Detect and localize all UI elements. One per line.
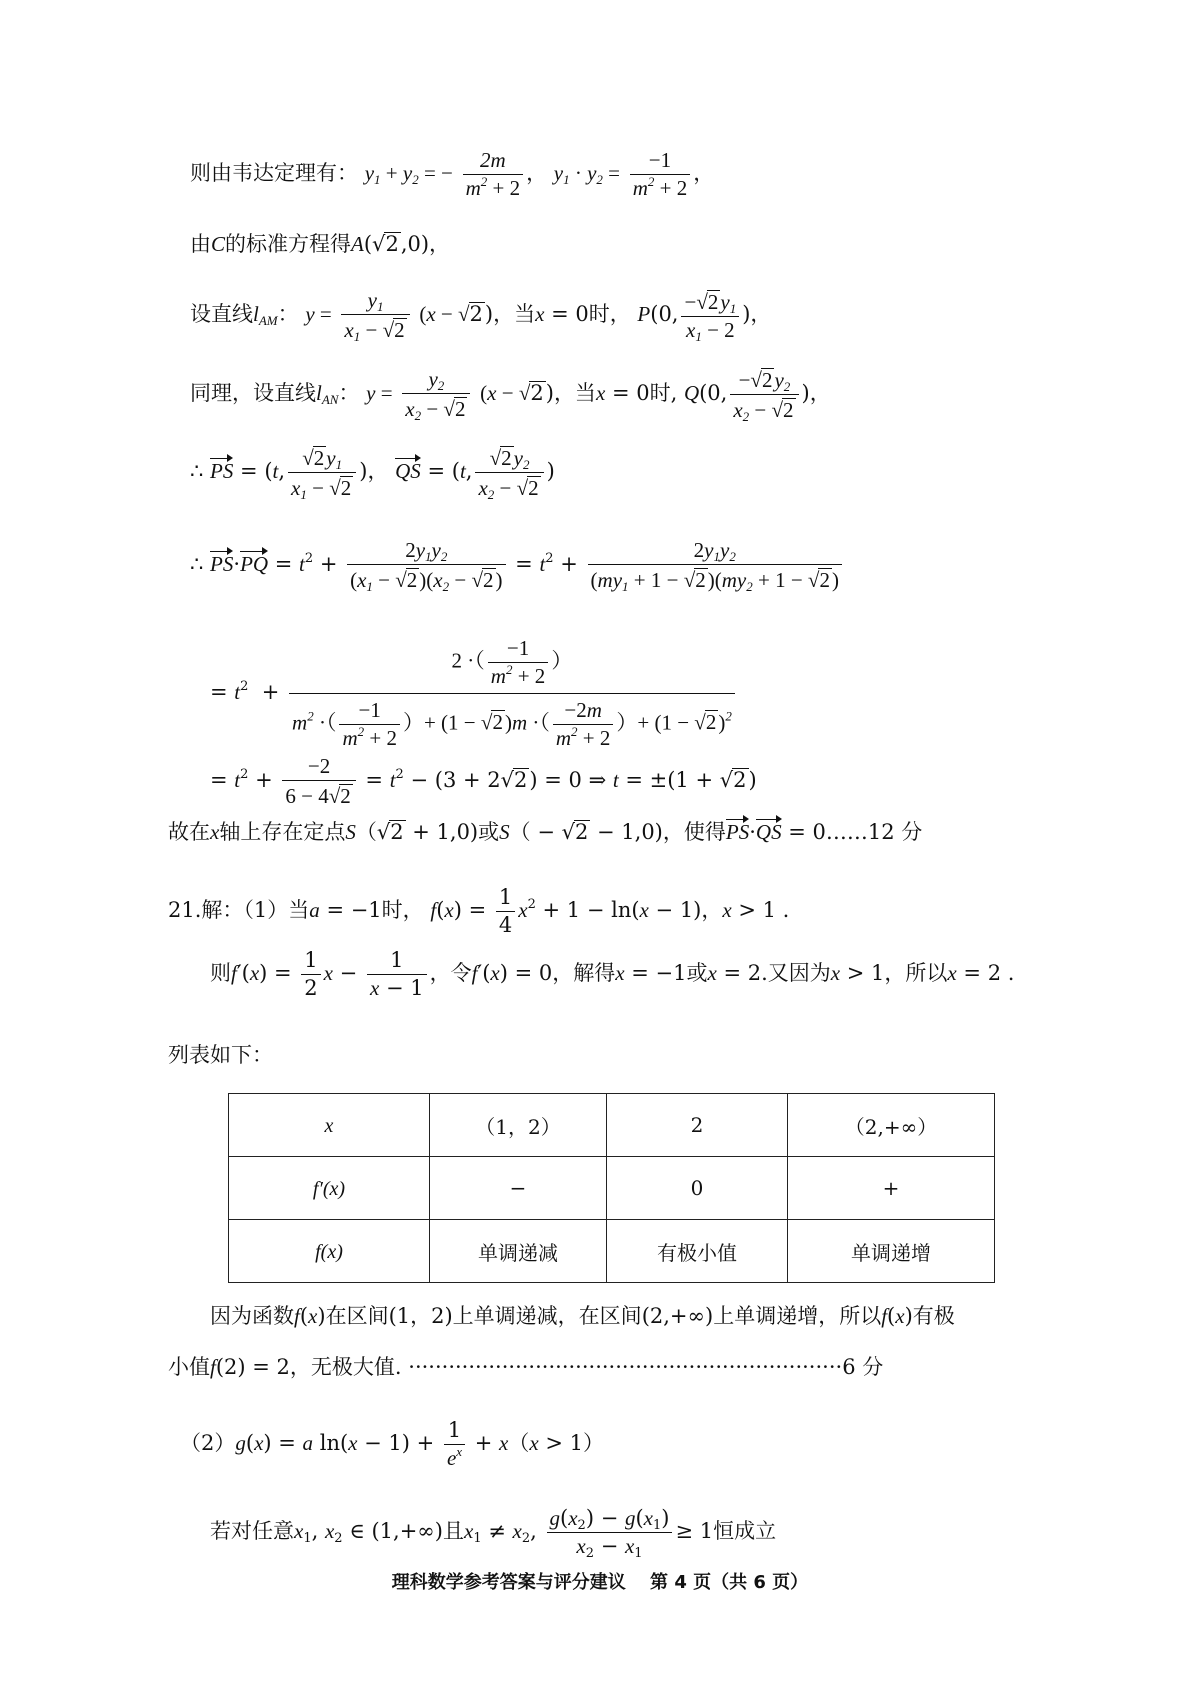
text-conclusion-or: 或 [478,820,500,844]
text-lam-prefix: 设直线 [190,302,253,326]
text-deriv-mid4: ，所以 [884,961,948,985]
table-row [229,1220,995,1283]
table-cell: − [430,1157,607,1220]
text-q21-mid: 时， [381,898,424,922]
line-part2: （2）g(x) = a ln(x − 1) + $\frac{1}{e^x}$ + x（x > 1） [180,1418,604,1470]
line-solve-t: = $t^2$ + $\frac{-2}{6 - 4√2}$ = $t^2 - (3 + 2√2) = 0$ ⇒ t = ±(1 + √2) [210,754,757,808]
table-cell: 2 [607,1094,788,1157]
table-cell: 单调递减 [430,1220,607,1283]
page-footer: 理科数学参考答案与评分建议 第 4 页（共 6 页） [391,1572,809,1593]
text-deriv-mid3: .又因为 [761,961,831,985]
text-standard-mid: 的标准方程得 [225,232,352,256]
table-cell: （2,+∞） [788,1094,995,1157]
text-conclusion-prefix: 故在 [168,820,210,844]
table-row [229,1157,995,1220]
line-q21: 21.解：（1）当a = −1时， f(x) = $\frac{1}{4}$ $x^2 + 1 - \ln(x - 1)$，x > 1 . [168,885,790,937]
text-table-intro: 列表如下： [168,1043,273,1067]
line-monotonic-summary: 因为函数f(x)在区间(1，2)上单调递减，在区间(2,+∞)上单调递增，所以f(x)有极 [210,1304,955,1328]
text-min-prefix: 小值 [168,1355,210,1379]
text-deriv-mid2: ，解得 [552,961,616,985]
text-min-dots: ································································· [408,1355,843,1379]
text-part2-prefix: （2） [180,1431,236,1455]
text-lam-mid2: 时， [588,302,631,326]
text-mono-end: 有极 [912,1304,955,1328]
text-arb-end: 恒成立 [713,1519,777,1543]
text-lan-mid2: 时 [649,381,671,405]
text-min-score: 6 分 [842,1355,884,1379]
table-cell: 有极小值 [607,1220,788,1283]
text-mono-mid: 在区间(1，2)上单调递减，在区间 [325,1304,642,1328]
table-cell: f(x) [229,1220,430,1283]
line-lam: 设直线$l_{AM}$： y = $\frac{y_1}{x_1 - √2}$ (x − √2)，当x = 0时， P(0, $\frac{-√2y_1}{x_1 - 2}$ )， [190,288,772,344]
line-vieta: 则由韦达定理有： $y_1 + y_2$ = − $\frac{2m}{m^2 + 2}$ ， $y_1 \cdot y_2$ = $\frac{-1}{m^2 + 2}$ ， [190,148,715,200]
text-mono-mid2: 上单调递增，所以 [713,1304,882,1328]
text-deriv-mid: ，令 [429,961,472,985]
line-dot-product: ∴ $PS\cdot PQ = t^2$ + $\frac{2y_1y_2}{(x_1 - √2)(x_2 - √2)}$ = $t^2$ + $\frac{2y_1y_2}{(my_1 + 1 - √2)(my_2 + 1 - √2)}$ [190,540,845,591]
line-conclusion: 故在x轴上存在定点S（√2 + 1,0)或S（ − √2 − 1,0)，使得PS·QS = 0……12 分 [168,820,923,844]
table-cell: x [229,1094,430,1157]
text-conclusion-score: ……12 分 [825,820,923,844]
table-cell: （1，2） [430,1094,607,1157]
table-cell: 0 [607,1157,788,1220]
monotonicity-table [228,1093,995,1283]
text-standard-prefix: 由 [190,232,211,256]
line-derivative: 则f′(x) = $\frac{1}{2}$ x − $\frac{1}{x - 1}$ ，令f′(x) = 0，解得x = −1或x = 2.又因为x > 1，所以x = 2 . [210,948,1015,1000]
line-vectors: ∴ PS = (t, $\frac{√2y_1}{x_1 - √2}$ )， QS = (t, $\frac{√2y_2}{x_2 - √2}$ ) [190,446,555,502]
table-cell: 单调递增 [788,1220,995,1283]
table-cell: + [788,1157,995,1220]
line-standard-eq: 由C的标准方程得A(√2,0)， [190,232,451,256]
text-lam-mid: ，当 [493,302,536,326]
text-deriv-prefix: 则 [210,961,231,985]
line-lan: 同理，设直线$l_{AN}$： y = $\frac{y_2}{x_2 - √2}$ (x − √2)，当x = 0时, Q(0, $\frac{-√2y_2}{x_2 - √2}$ )， [190,367,831,424]
text-mono-prefix: 因为函数 [210,1304,294,1328]
text-lan-prefix: 同理，设直线 [190,381,316,405]
table-cell: f′(x) [229,1157,430,1220]
text-q21-prefix: 21.解：（1）当 [168,898,310,922]
line-substitution: = $t^2$ + 2 ·（ $\frac{-1}{m^2 + 2}$ ） $m^2$ ·（ $\frac{-1}{m^2 + 2}$ ）+ (1 − √2)m ·（ $\frac{-2m}{m^2 + 2}$ ）+ $(1 - √2)^2$ [210,638,738,749]
text-arb-mid: 且 [442,1519,464,1543]
text-conclusion-mid2: ，使得 [662,820,726,844]
line-arbitrary: 若对任意$x_1$, $x_2$ ∈ (1,+∞)且$x_1 \ne x_2$, $\frac{g(x_2) - g(x_1)}{x_2 - x_1}$ ≥ 1恒成立 [210,1506,777,1561]
table-row [229,1094,995,1157]
text-lan-mid: ，当 [553,381,596,405]
text-min-mid: ，无极大值. [289,1355,402,1379]
text-arb-prefix: 若对任意 [210,1519,294,1543]
text-deriv-or: 或 [686,961,708,985]
line-min-value: 小值f(2) = 2，无极大值. ·································································6 分 [168,1355,884,1379]
line-table-intro [168,1045,273,1066]
text-vieta-prefix: 则由韦达定理有： [190,161,358,185]
text-conclusion-mid: 轴上存在定点 [219,820,346,844]
